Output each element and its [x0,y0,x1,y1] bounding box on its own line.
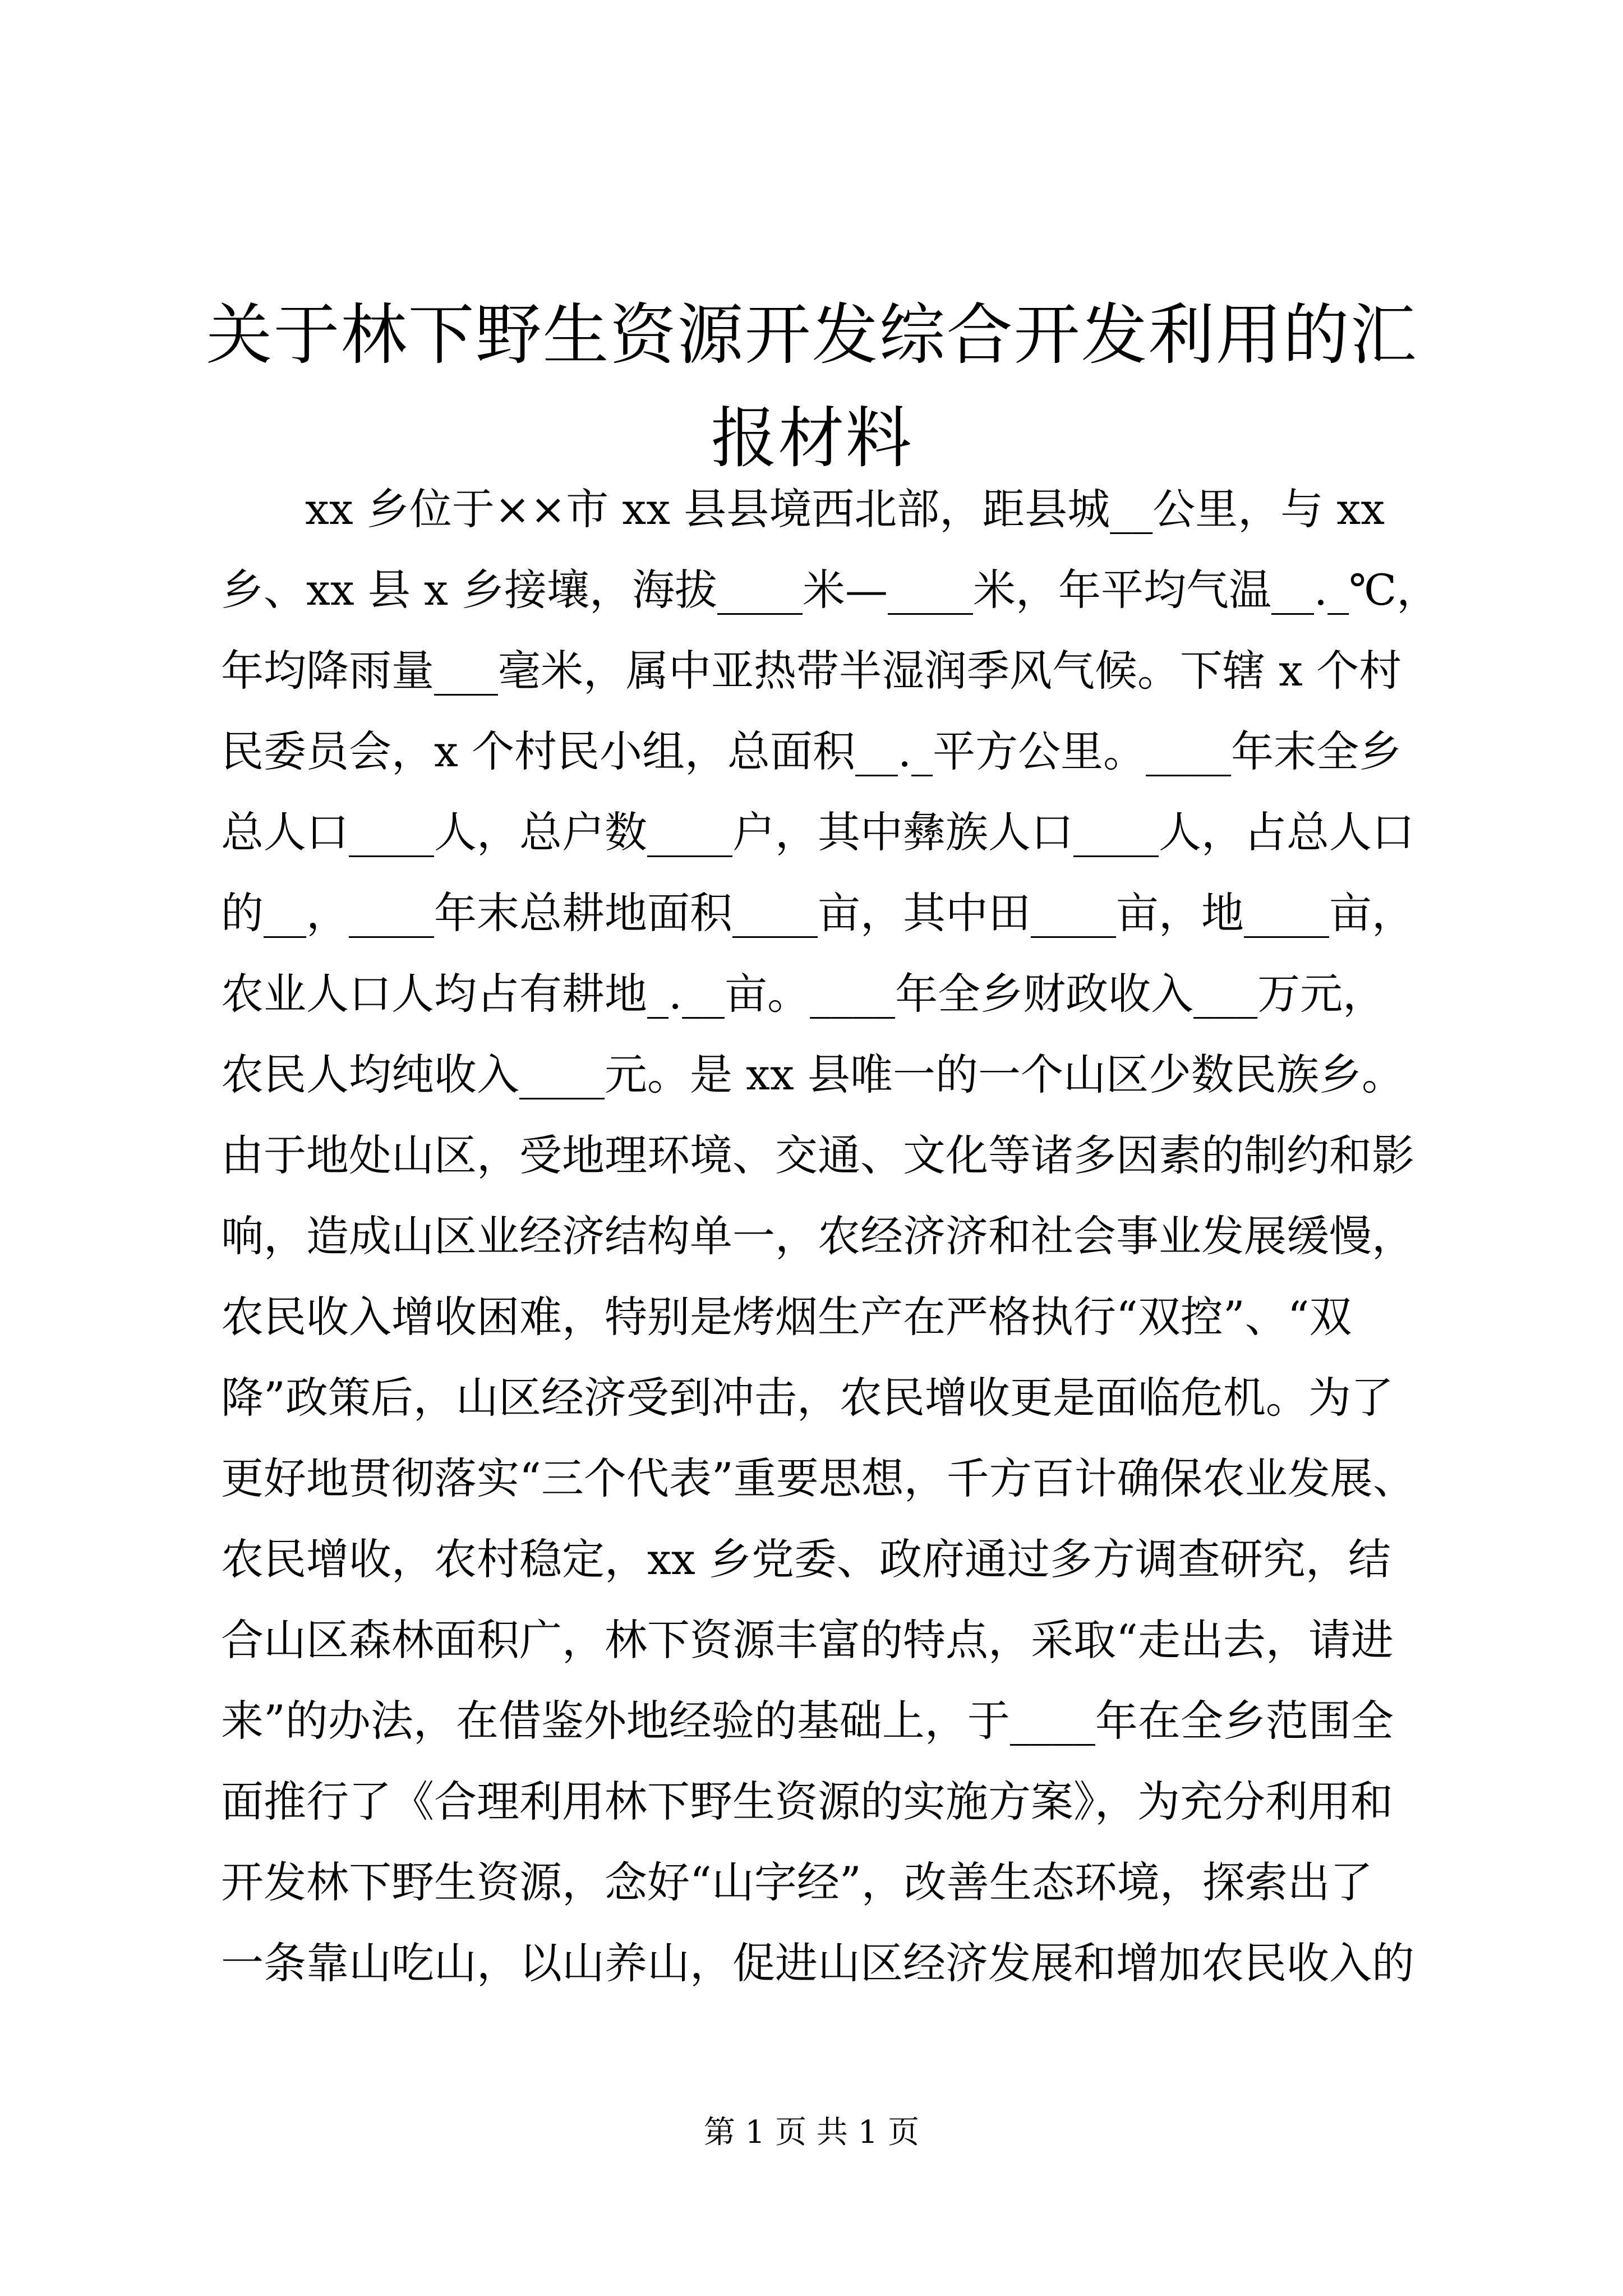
paragraph-line: 更好地贯彻落实“三个代表”重要思想，千方百计确保农业发展、 [221,1453,1415,1503]
paragraph-line: 民委员会，x 个村民小组，总面积__._平方公里。____年末全乡 [221,726,1402,776]
paragraph-line: 由于地处山区，受地理环境、交通、文化等诸多因素的制约和影 [221,1130,1414,1180]
paragraph-line: 开发林下野生资源，念好“山字经”，改善生态环境，探索出了 [221,1857,1373,1907]
paragraph-line: 农业人口人均占有耕地_.__亩。____年全乡财政收入___万元， [221,969,1386,1019]
paragraph-line: 年均降雨量___毫米，属中亚热带半湿润季风气候。下辖 x 个村 [221,646,1402,696]
body-paragraph [221,469,1440,2004]
paragraph-line: 一条靠山吃山，以山养山，促进山区经济发展和增加农民收入的 [221,1938,1414,1988]
paragraph-line: xx 乡位于××市 xx 县县境西北部，距县城__公里，与 xx [305,484,1385,534]
paragraph-line: 面推行了《合理利用林下野生资源的实施方案》，为充分利用和 [221,1777,1393,1826]
paragraph-line: 降”政策后，山区经济受到冲击，农民增收更是面临危机。为了 [221,1373,1394,1423]
paragraph-line: 的__，____年末总耕地面积____亩，其中田____亩，地____亩， [221,888,1414,938]
paragraph-line: 农民人均纯收入____元。是 xx 县唯一的一个山区少数民族乡。 [221,1050,1405,1099]
paragraph-line: 农民收入增收困难，特别是烤烟生产在严格执行“双控”、“双 [221,1292,1352,1342]
paragraph-line: 合山区森林面积广，林下资源丰富的特点，采取“走出去，请进 [221,1615,1394,1665]
paragraph-line: 来”的办法，在借鉴外地经验的基础上，于____年在全乡范围全 [221,1696,1394,1746]
page-footer: 第 1 页 共 1 页 [703,2114,920,2151]
document-title: 关于林下野生资源开发综合开发利用的汇报材料 [206,296,1418,477]
paragraph-line: 乡、xx 县 x 乡接壤，海拔____米—____米，年平均气温__._℃， [221,565,1440,615]
paragraph-line: 农民增收，农村稳定，xx 乡党委、政府通过多方调查研究，结 [221,1534,1391,1584]
paragraph-line: 响，造成山区业经济结构单一，农经济济和社会事业发展缓慢， [221,1211,1414,1261]
paragraph-line: 总人口____人，总户数____户，其中彝族人口____人，占总人口 [221,807,1414,857]
